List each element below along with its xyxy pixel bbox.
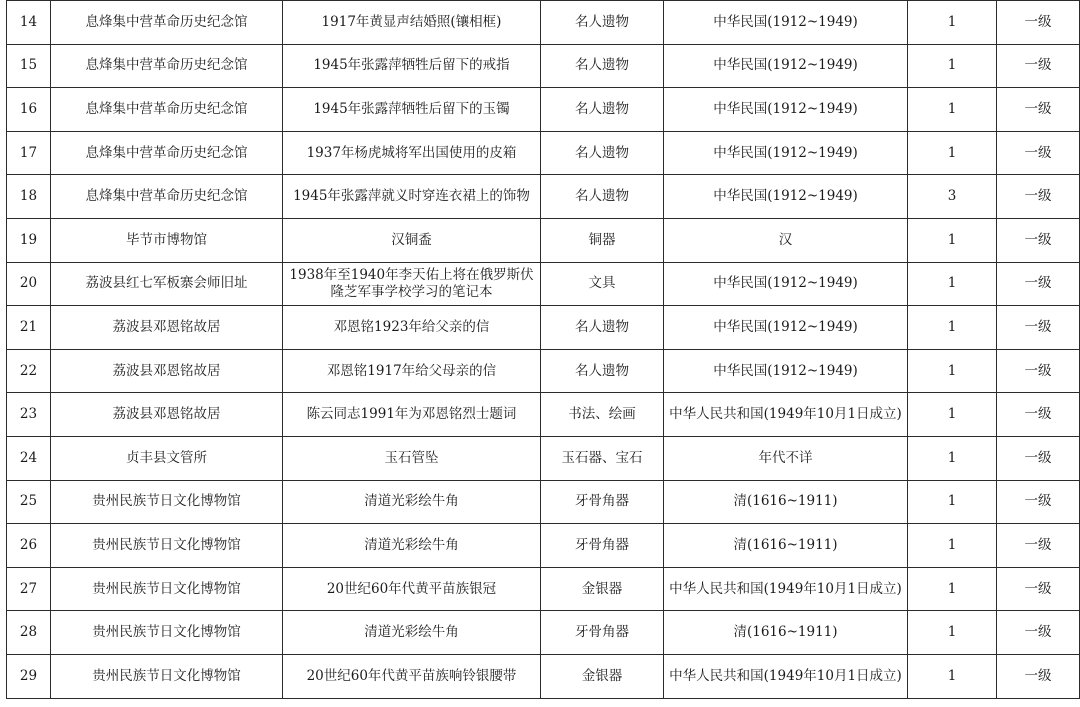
grade-cell: 一级 (997, 218, 1080, 262)
museum-cell: 贵州民族节日文化博物馆 (51, 567, 283, 611)
row-number-cell: 19 (7, 218, 51, 262)
museum-cell: 息烽集中营革命历史纪念馆 (51, 175, 283, 219)
row-number-cell: 16 (7, 88, 51, 132)
category-cell: 名人遗物 (541, 306, 664, 350)
quantity-cell: 1 (908, 218, 997, 262)
category-cell: 名人遗物 (541, 349, 664, 393)
category-cell: 牙骨角器 (541, 524, 664, 568)
quantity-cell: 3 (908, 175, 997, 219)
table-row (7, 349, 1080, 393)
artifact-name-cell: 1937年杨虎城将军出国使用的皮箱 (283, 131, 541, 175)
grade-cell: 一级 (997, 654, 1080, 698)
category-cell: 文具 (541, 262, 664, 306)
row-number-cell: 25 (7, 480, 51, 524)
artifact-name-cell: 汉铜盉 (283, 218, 541, 262)
artifact-name-cell: 20世纪60年代黄平苗族银冠 (283, 567, 541, 611)
artifact-table (6, 0, 1080, 699)
era-cell: 中华民国(1912~1949) (664, 349, 908, 393)
era-cell: 中华民国(1912~1949) (664, 131, 908, 175)
row-number-cell: 28 (7, 611, 51, 655)
row-number-cell: 17 (7, 131, 51, 175)
era-cell: 清(1616~1911) (664, 480, 908, 524)
museum-cell: 荔波县邓恩铭故居 (51, 393, 283, 437)
quantity-cell: 1 (908, 131, 997, 175)
row-number-cell: 15 (7, 44, 51, 88)
quantity-cell: 1 (908, 88, 997, 132)
table-row (7, 306, 1080, 350)
table-row (7, 611, 1080, 655)
row-number-cell: 29 (7, 654, 51, 698)
museum-cell: 息烽集中营革命历史纪念馆 (51, 131, 283, 175)
era-cell: 中华民国(1912~1949) (664, 175, 908, 219)
museum-cell: 贵州民族节日文化博物馆 (51, 654, 283, 698)
artifact-name-cell: 邓恩铭1917年给父母亲的信 (283, 349, 541, 393)
table-row (7, 175, 1080, 219)
quantity-cell: 1 (908, 524, 997, 568)
row-number-cell: 20 (7, 262, 51, 306)
row-number-cell: 21 (7, 306, 51, 350)
grade-cell: 一级 (997, 393, 1080, 437)
era-cell: 中华民国(1912~1949) (664, 262, 908, 306)
category-cell: 名人遗物 (541, 131, 664, 175)
category-cell: 名人遗物 (541, 1, 664, 45)
table-row (7, 393, 1080, 437)
era-cell: 年代不详 (664, 436, 908, 480)
era-cell: 汉 (664, 218, 908, 262)
table-row (7, 218, 1080, 262)
artifact-name-cell: 1945年张露萍牺牲后留下的戒指 (283, 44, 541, 88)
quantity-cell: 1 (908, 306, 997, 350)
artifact-name-cell: 清道光彩绘牛角 (283, 480, 541, 524)
museum-cell: 息烽集中营革命历史纪念馆 (51, 44, 283, 88)
table-row (7, 654, 1080, 698)
era-cell: 中华人民共和国(1949年10月1日成立) (664, 567, 908, 611)
table-row (7, 88, 1080, 132)
category-cell: 牙骨角器 (541, 611, 664, 655)
artifact-name-cell: 1917年黄显声结婚照(镶相框) (283, 1, 541, 45)
era-cell: 中华民国(1912~1949) (664, 1, 908, 45)
artifact-name-cell: 1945年张露萍就义时穿连衣裙上的饰物 (283, 175, 541, 219)
artifact-name-cell: 20世纪60年代黄平苗族响铃银腰带 (283, 654, 541, 698)
row-number-cell: 14 (7, 1, 51, 45)
quantity-cell: 1 (908, 349, 997, 393)
museum-cell: 贞丰县文管所 (51, 436, 283, 480)
grade-cell: 一级 (997, 480, 1080, 524)
quantity-cell: 1 (908, 262, 997, 306)
table-row (7, 567, 1080, 611)
artifact-name-cell: 清道光彩绘牛角 (283, 524, 541, 568)
row-number-cell: 27 (7, 567, 51, 611)
museum-cell: 荔波县邓恩铭故居 (51, 306, 283, 350)
category-cell: 名人遗物 (541, 44, 664, 88)
quantity-cell: 1 (908, 567, 997, 611)
grade-cell: 一级 (997, 611, 1080, 655)
museum-cell: 贵州民族节日文化博物馆 (51, 611, 283, 655)
era-cell: 清(1616~1911) (664, 524, 908, 568)
quantity-cell: 1 (908, 436, 997, 480)
row-number-cell: 24 (7, 436, 51, 480)
category-cell: 书法、绘画 (541, 393, 664, 437)
quantity-cell: 1 (908, 1, 997, 45)
era-cell: 中华民国(1912~1949) (664, 44, 908, 88)
grade-cell: 一级 (997, 88, 1080, 132)
category-cell: 名人遗物 (541, 88, 664, 132)
grade-cell: 一级 (997, 44, 1080, 88)
row-number-cell: 22 (7, 349, 51, 393)
museum-cell: 荔波县邓恩铭故居 (51, 349, 283, 393)
row-number-cell: 26 (7, 524, 51, 568)
artifact-name-cell: 陈云同志1991年为邓恩铭烈士题词 (283, 393, 541, 437)
table-row (7, 1, 1080, 45)
table-row (7, 436, 1080, 480)
quantity-cell: 1 (908, 654, 997, 698)
grade-cell: 一级 (997, 131, 1080, 175)
row-number-cell: 18 (7, 175, 51, 219)
quantity-cell: 1 (908, 611, 997, 655)
table-row (7, 262, 1080, 306)
table-row (7, 524, 1080, 568)
row-number-cell: 23 (7, 393, 51, 437)
artifact-name-cell: 玉石管坠 (283, 436, 541, 480)
museum-cell: 荔波县红七军板寨会师旧址 (51, 262, 283, 306)
era-cell: 中华民国(1912~1949) (664, 306, 908, 350)
category-cell: 牙骨角器 (541, 480, 664, 524)
grade-cell: 一级 (997, 1, 1080, 45)
artifact-table-container (6, 0, 1079, 699)
table-row (7, 480, 1080, 524)
quantity-cell: 1 (908, 480, 997, 524)
museum-cell: 息烽集中营革命历史纪念馆 (51, 88, 283, 132)
grade-cell: 一级 (997, 349, 1080, 393)
artifact-name-cell: 1945年张露萍牺牲后留下的玉镯 (283, 88, 541, 132)
artifact-name-cell: 清道光彩绘牛角 (283, 611, 541, 655)
category-cell: 金银器 (541, 567, 664, 611)
era-cell: 中华人民共和国(1949年10月1日成立) (664, 654, 908, 698)
category-cell: 铜器 (541, 218, 664, 262)
table-row (7, 131, 1080, 175)
grade-cell: 一级 (997, 175, 1080, 219)
era-cell: 中华民国(1912~1949) (664, 88, 908, 132)
table-row (7, 44, 1080, 88)
museum-cell: 息烽集中营革命历史纪念馆 (51, 1, 283, 45)
category-cell: 金银器 (541, 654, 664, 698)
grade-cell: 一级 (997, 524, 1080, 568)
grade-cell: 一级 (997, 262, 1080, 306)
museum-cell: 贵州民族节日文化博物馆 (51, 524, 283, 568)
grade-cell: 一级 (997, 436, 1080, 480)
artifact-name-cell: 1938年至1940年李天佑上将在俄罗斯伏隆芝军事学校学习的笔记本 (283, 262, 541, 306)
category-cell: 名人遗物 (541, 175, 664, 219)
quantity-cell: 1 (908, 393, 997, 437)
era-cell: 中华人民共和国(1949年10月1日成立) (664, 393, 908, 437)
museum-cell: 毕节市博物馆 (51, 218, 283, 262)
category-cell: 玉石器、宝石 (541, 436, 664, 480)
quantity-cell: 1 (908, 44, 997, 88)
artifact-table-body (7, 1, 1080, 699)
artifact-name-cell: 邓恩铭1923年给父亲的信 (283, 306, 541, 350)
museum-cell: 贵州民族节日文化博物馆 (51, 480, 283, 524)
era-cell: 清(1616~1911) (664, 611, 908, 655)
grade-cell: 一级 (997, 567, 1080, 611)
grade-cell: 一级 (997, 306, 1080, 350)
